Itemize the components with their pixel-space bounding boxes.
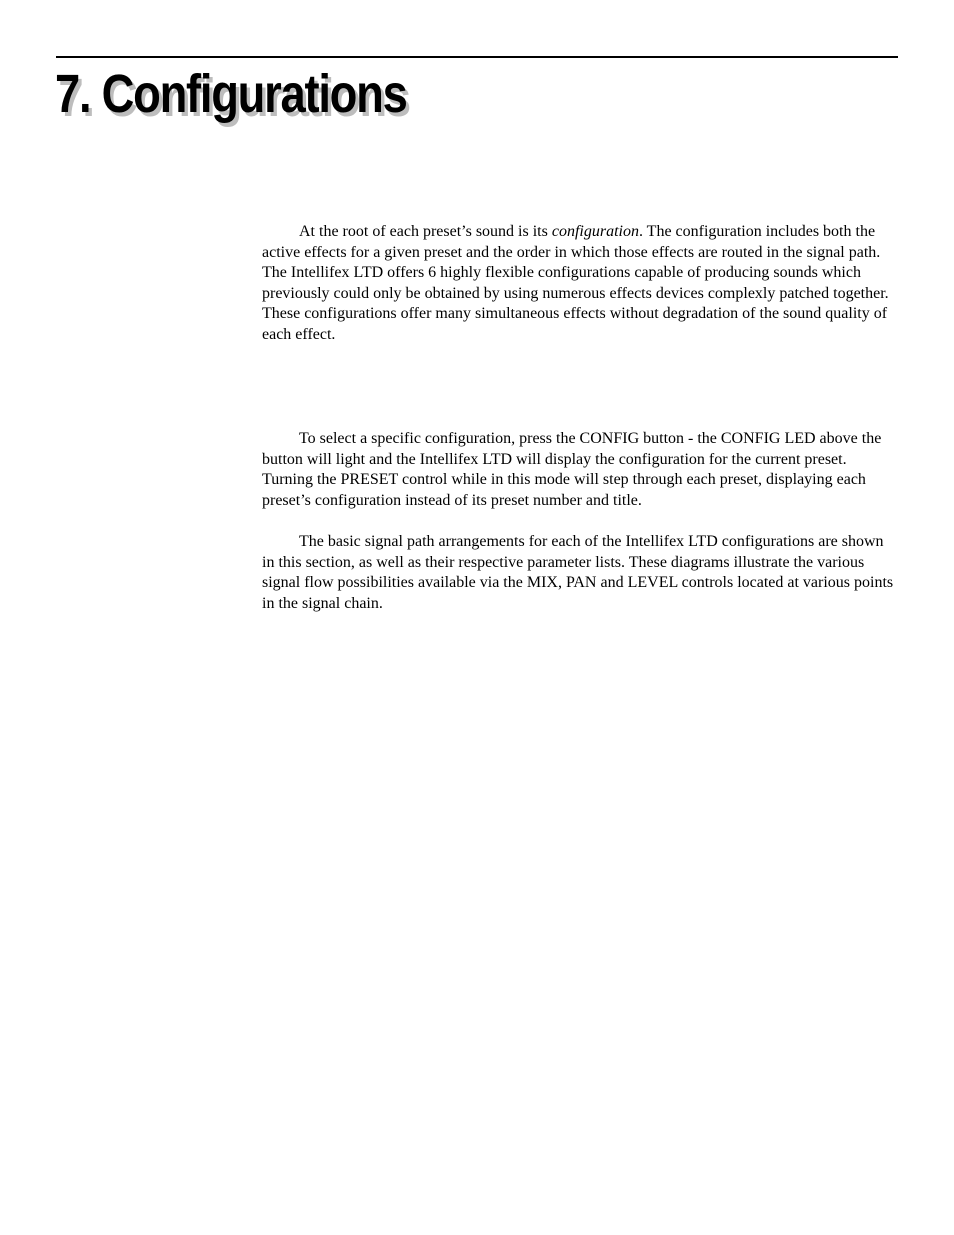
header-rule (56, 56, 898, 58)
paragraph-signal-path: The basic signal path arrangements for each of the Intellifex LTD configurations are shown in this section, as well as their respective parameter lists. These diagrams illustrate the various signal flow possibilities available via the MIX, PAN and LEVEL controls located at various points in the signal chain. (262, 532, 894, 612)
paragraph-text-lead: At the root of each preset’s sound is its (299, 223, 552, 240)
chapter-title: 7. Configurations (55, 64, 407, 124)
paragraph-text-rest: . The configuration includes both the active effects for a given preset and the order in which those effects are routed in the signal path. The Intellifex LTD offers 6 highly flexible configurations capable of producing sounds which previously could only be obtained by using numerous effects devices complexly patched together. These configurations offer many simultaneous effects without degradation of the sound quality of each effect. (262, 223, 889, 343)
usage-section (262, 429, 894, 614)
paragraph-select-configuration: To select a specific configuration, press the CONFIG button - the CONFIG LED above the button will light and the Intellifex LTD will display the configuration for the current preset. Turning the PRESET control while in this mode will step through each preset, displaying each preset’s configuration instead of its preset number and title. (262, 430, 882, 509)
configuration-term: configuration (551, 223, 639, 240)
intro-section (262, 222, 894, 346)
paragraph-configuration-intro (262, 222, 894, 346)
